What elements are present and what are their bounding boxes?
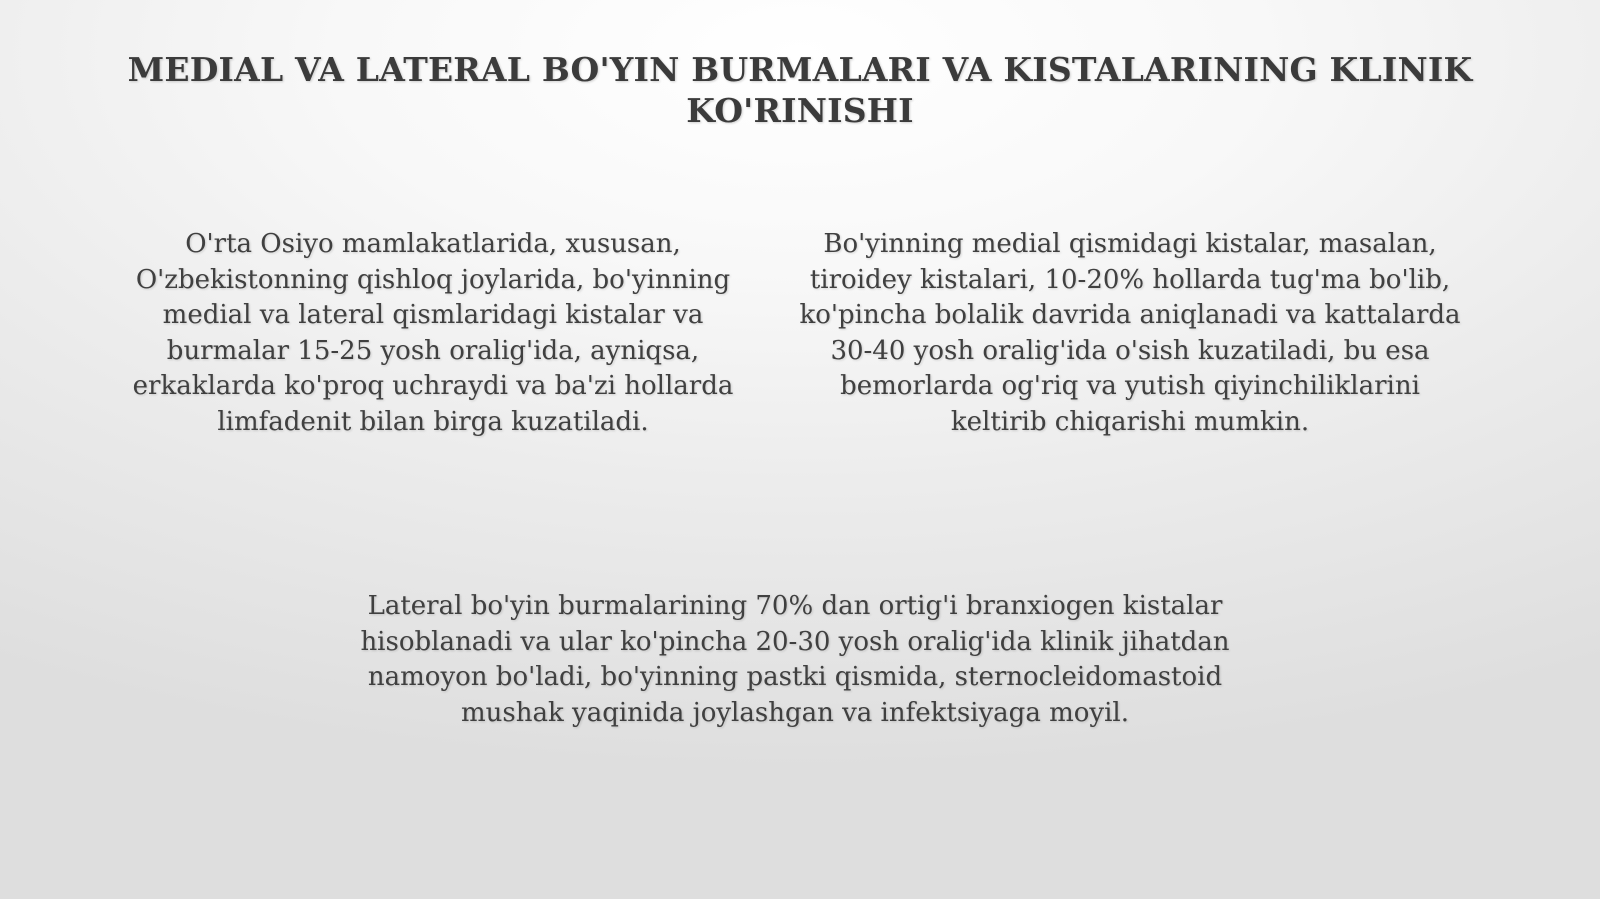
paragraph-bottom: Lateral bo'yin burmalarining 70% dan ortig'i branxiogen kistalar hisoblanadi va ular ko'pincha 20-30 yosh oralig'ida klinik jihatdan namoyon bo'ladi, bo'yinning pastki qismida, sternocleidomastoid mushak yaqinida joylashgan va infektsiyaga moyil.: [360, 591, 1230, 728]
paragraph-left: O'rta Osiyo mamlakatlarida, xususan, O'zbekistonning qishloq joylarida, bo'yinning medial va lateral qismlaridagi kistalar va burmalar 15-25 yosh oralig'ida, ayniqsa, erkaklarda ko'proq uchraydi va ba'zi hollarda limfadenit bilan birga kuzatiladi.: [132, 229, 734, 437]
paragraph-right: Bo'yinning medial qismidagi kistalar, masalan, tiroidey kistalari, 10-20% hollarda tug'ma bo'lib, ko'pincha bolalik davrida aniqlanadi va kattalarda 30-40 yosh oralig'ida o'sish kuzatiladi, bu esa bemorlarda og'riq va yutish qiyinchiliklarini keltirib chiqarishi mumkin.: [799, 229, 1461, 437]
slide-title: MEDIAL VA LATERAL BO'YIN BURMALARI VA KISTALARINING KLINIK KO'RINISHI: [127, 50, 1473, 130]
